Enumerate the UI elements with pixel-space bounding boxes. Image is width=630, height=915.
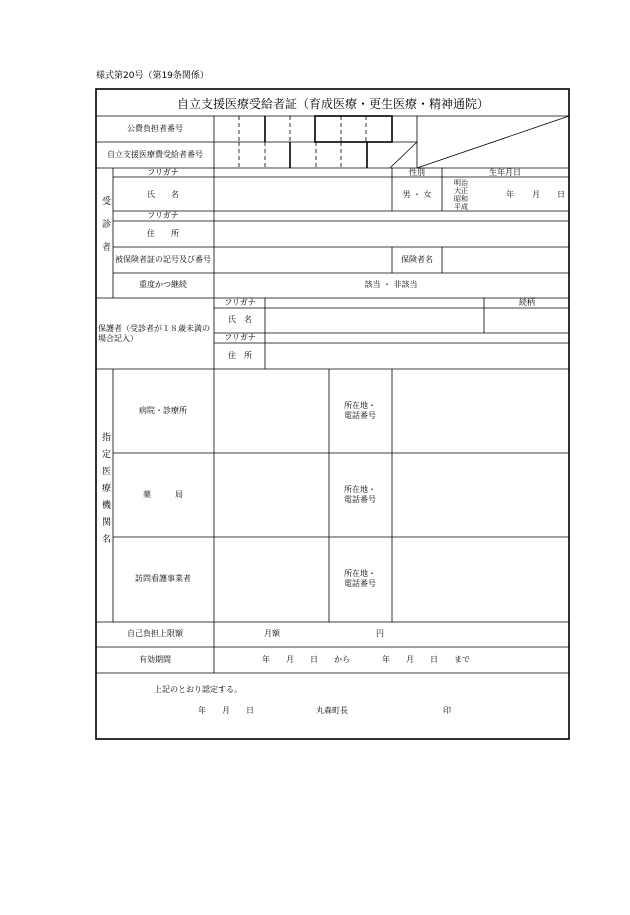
guardian-furigana-label: フリガナ [224,298,256,307]
dob-year-unit: 年 [506,190,514,199]
sex-label: 性別 [409,168,425,177]
certification-statement: 上記のとおり認定する。 [154,685,242,694]
dob-month-unit: 月 [532,190,540,199]
seal-mark: 印 [443,706,451,715]
era-taisho: 大正 [454,187,468,195]
hospital-label: 病院・診療所 [139,406,187,415]
patient-name-label: 氏 名 [147,190,179,199]
home-nursing-label: 訪問看護事業者 [135,574,191,583]
patient-section-text: 受診者 [100,196,110,265]
guardian-section-label: 保護者（受診者が１８歳未満の場合記入） [98,324,210,343]
sex-options: 男 ・ 女 [402,190,432,199]
guardian-furigana2-label: フリガナ [224,333,256,342]
pharmacy-label: 薬 局 [143,490,183,499]
certification-date: 年 月 日 [198,706,254,715]
guardian-address-label: 住 所 [228,351,252,360]
recipient-number-label: 自立支援医療費受給者番号 [107,150,203,159]
yen-label: 円 [376,629,384,638]
validity-period: 年 月 日 から 年 月 日 まで [262,655,470,664]
insurance-number-label: 被保険者証の記号及び番号 [115,255,211,264]
era-heisei: 平成 [454,203,468,211]
era-meiji: 明治 [454,179,468,187]
dob-label: 生年月日 [489,168,521,177]
severe-continuing-value: 該当 ・ 非該当 [364,280,418,289]
guardian-name-label: 氏 名 [228,315,252,324]
monthly-label: 月額 [264,629,280,638]
home-nursing-address-label: 所在地・ 電話番号 [344,569,376,588]
patient-address-label: 住 所 [147,229,179,238]
severe-continuing-label: 重度かつ継続 [139,280,187,289]
payer-number-label: 公費負担者番号 [127,124,183,133]
page-title: 自立支援医療受給者証（育成医療・更生医療・精神通院） [176,97,490,111]
era-list [454,179,468,211]
dob-day-unit: 日 [557,190,565,199]
patient-section-label [99,196,111,265]
hospital-address-label: 所在地・ 電話番号 [344,401,376,420]
copay-limit-label: 自己負担上限額 [127,629,183,638]
era-showa: 昭和 [454,195,468,203]
validity-label: 有効期間 [139,655,171,664]
institution-section-text: 指定医療機関名 [100,432,110,551]
issuer-name: 丸森町長 [316,706,348,715]
pharmacy-address-label: 所在地・ 電話番号 [344,485,376,504]
form-number: 様式第20号（第19条関係） [96,71,209,81]
patient-furigana-label: フリガナ [147,168,179,177]
guardian-relation-label: 続柄 [519,298,535,307]
patient-furigana2-label: フリガナ [147,211,179,220]
insurer-name-label: 保険者名 [401,255,433,264]
institution-section-label [99,432,111,551]
